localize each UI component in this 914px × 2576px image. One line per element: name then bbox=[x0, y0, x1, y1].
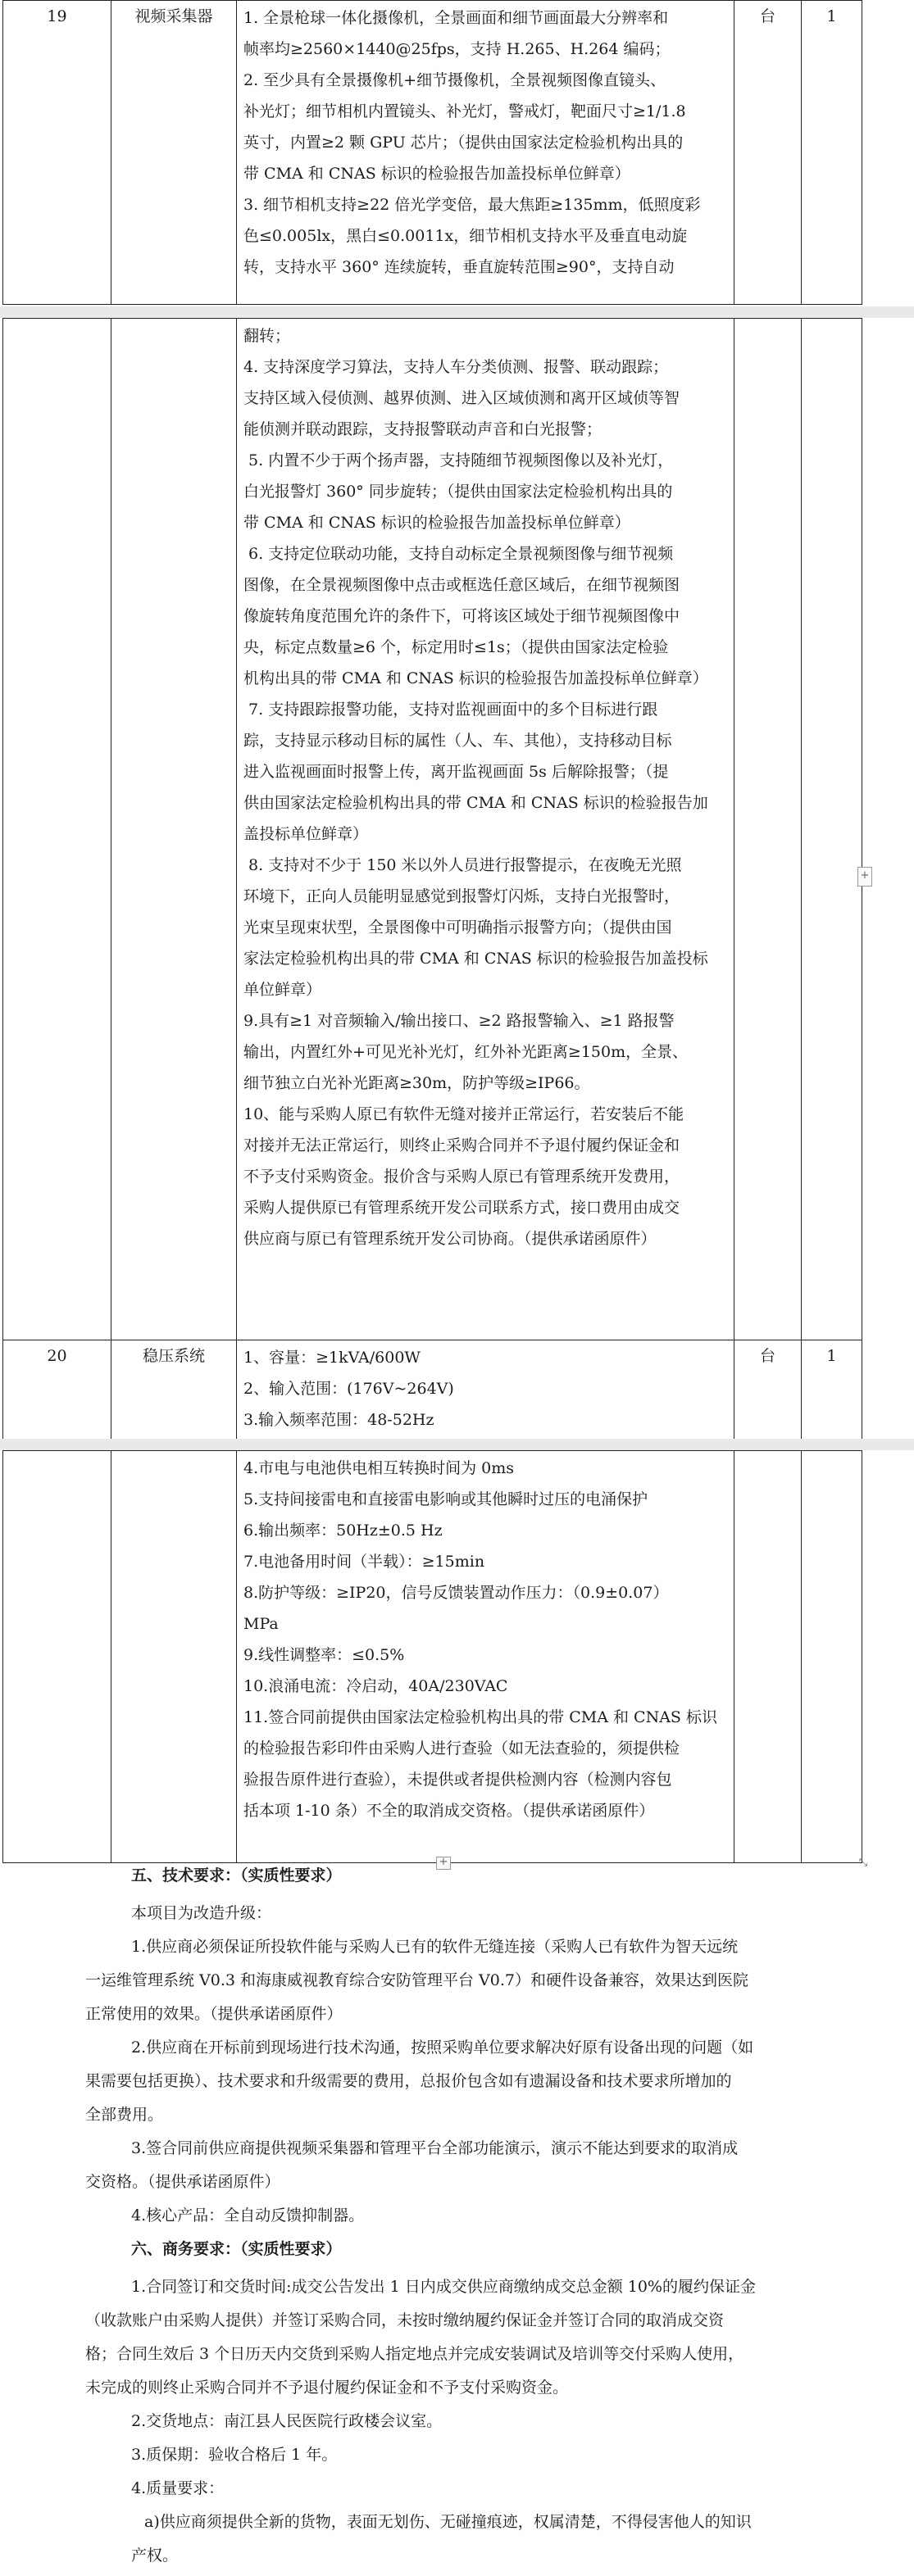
requirement-line: 8.防护等级：≥IP20，信号反馈装置动作压力：（0.9±0.07） bbox=[243, 1584, 669, 1602]
requirement-line: 8. 支持对不少于 150 米以外人员进行报警提示，在夜晚无光照 bbox=[243, 856, 682, 874]
requirement-line: 细节独立白光补光距离≥30m，防护等级≥IP66。 bbox=[243, 1074, 590, 1092]
section-heading: 五、技术要求：（实质性要求） bbox=[131, 1866, 342, 1884]
add-row-handle[interactable]: + bbox=[857, 867, 872, 887]
requirement-line: 5.支持间接雷电和直接雷电影响或其他瞬时过压的电涌保护 bbox=[243, 1490, 648, 1508]
paragraph-line: 4.质量要求： bbox=[131, 2479, 225, 2497]
requirement-line: 4. 支持深度学习算法，支持人车分类侦测、报警、联动跟踪； bbox=[243, 358, 669, 376]
requirement-line: 补光灯；细节相机内置镜头、补光灯，警戒灯，靶面尺寸≥1/1.8 bbox=[243, 102, 686, 120]
item-requirements bbox=[237, 1, 734, 305]
requirement-line: 像旋转角度范围允许的条件下，可将该区域处于细节视频图像中 bbox=[243, 607, 680, 625]
requirement-line: 2. 至少具有全景摄像机+细节摄像机，全景视频图像直镜头、 bbox=[243, 71, 666, 89]
paragraph-line: 一运维管理系统 V0.3 和海康威视教育综合安防管理平台 V0.7）和硬件设备兼容，效果达到医院 bbox=[85, 1971, 748, 1989]
item-requirements bbox=[237, 1451, 734, 1863]
item-requirements bbox=[237, 1340, 734, 1440]
requirement-line: 光束呈现束状型，全景图像中可明确指示报警方向；（提供由国 bbox=[243, 918, 672, 937]
section-heading: 六、商务要求：（实质性要求） bbox=[131, 2240, 342, 2258]
requirement-line: 白光报警灯 360° 同步旋转；（提供由国家法定检验机构出具的 bbox=[243, 483, 673, 501]
item-number: 20 bbox=[3, 1340, 111, 1440]
requirement-line: 供应商与原已有管理系统开发公司协商。（提供承诺函原件） bbox=[243, 1230, 657, 1248]
item-name: 视频采集器 bbox=[111, 1, 237, 305]
requirement-line: 踪，支持显示移动目标的属性（人、车、其他），支持移动目标 bbox=[243, 732, 672, 750]
requirement-line: 带 CMA 和 CNAS 标识的检验报告加盖投标单位鲜章） bbox=[243, 514, 630, 532]
item-requirements bbox=[237, 319, 734, 1340]
requirement-line: 11.签合同前提供由国家法定检验机构出具的带 CMA 和 CNAS 标识 bbox=[243, 1708, 717, 1726]
requirement-line: 1. 全景枪球一体化摄像机，全景画面和细节画面最大分辨率和 bbox=[243, 9, 669, 27]
requirement-line: 家法定检验机构出具的带 CMA 和 CNAS 标识的检验报告加盖投标 bbox=[243, 950, 708, 968]
paragraph-line: 产权。 bbox=[131, 2547, 179, 2565]
requirement-line: 能侦测并联动跟踪，支持报警联动声音和白光报警； bbox=[243, 420, 603, 438]
paragraph-line: 未完成的则终止采购合同并不予退付履约保证金和不予支付采购资金。 bbox=[85, 2379, 569, 2397]
spec-table-page-2 bbox=[2, 318, 862, 1440]
requirement-line: 不予支付采购资金。报价含与采购人原已有管理系统开发费用， bbox=[243, 1168, 680, 1186]
requirement-line: 色≤0.005lx，黑白≤0.0011x，细节相机支持水平及垂直电动旋 bbox=[243, 227, 688, 245]
paragraph-line: 全部费用。 bbox=[85, 2106, 164, 2124]
requirement-line: 4.市电与电池供电相互转换时间为 0ms bbox=[243, 1459, 515, 1477]
page-gap bbox=[0, 306, 914, 318]
spec-table-page-3 bbox=[2, 1450, 862, 1863]
item-unit-cont bbox=[734, 319, 802, 1340]
table-row bbox=[3, 1340, 862, 1440]
paragraph-line: 1.合同签订和交货时间:成交公告发出 1 日内成交供应商缴纳成交总金额 10%的履约保证金 bbox=[131, 2278, 756, 2296]
requirement-line: 进入监视画面时报警上传，离开监视画面 5s 后解除报警；（提 bbox=[243, 763, 669, 781]
requirement-line: 的检验报告彩印件由采购人进行查验（如无法查验的，须提供检 bbox=[243, 1739, 680, 1757]
requirement-line: 7.电池备用时间（半载）：≥15min bbox=[243, 1553, 485, 1571]
spec-table-page-1 bbox=[2, 0, 862, 305]
paragraph-line: 3.签合同前供应商提供视频采集器和管理平台全部功能演示，演示不能达到要求的取消成 bbox=[131, 2139, 739, 2157]
table-row bbox=[3, 1, 862, 305]
paragraph-line: 1.供应商必须保证所投软件能与采购人已有的软件无缝连接（采购人已有软件为智天远统 bbox=[131, 1938, 739, 1956]
requirement-line: 单位鲜章） bbox=[243, 981, 322, 999]
requirement-line: 3.输入频率范围：48-52Hz bbox=[243, 1411, 434, 1429]
requirement-line: 央，标定点数量≥6 个，标定用时≤1s；（提供由国家法定检验 bbox=[243, 638, 669, 656]
requirement-line: 英寸，内置≥2 颗 GPU 芯片；（提供由国家法定检验机构出具的 bbox=[243, 134, 684, 152]
requirement-line: 输出，内置红外+可见光补光灯，红外补光距离≥150m，全景、 bbox=[243, 1043, 689, 1061]
item-unit: 台 bbox=[734, 1340, 802, 1440]
requirement-line: 对接并无法正常运行，则终止采购合同并不予退付履约保证金和 bbox=[243, 1136, 680, 1154]
requirement-line: 供由国家法定检验机构出具的带 CMA 和 CNAS 标识的检验报告加 bbox=[243, 794, 708, 812]
requirement-line: 5. 内置不少于两个扬声器，支持随细节视频图像以及补光灯， bbox=[243, 451, 674, 469]
paragraph-line: 格；合同生效后 3 个日历天内交货到采购人指定地点并完成安装调试及培训等交付采购人使用， bbox=[85, 2345, 744, 2363]
requirement-line: 带 CMA 和 CNAS 标识的检验报告加盖投标单位鲜章） bbox=[243, 165, 630, 183]
item-number-cont bbox=[3, 319, 111, 1340]
table-row bbox=[3, 1451, 862, 1863]
requirement-line: 采购人提供原已有管理系统开发公司联系方式，接口费用由成交 bbox=[243, 1199, 680, 1217]
table-row bbox=[3, 319, 862, 1340]
paragraph-line: 果需要包括更换）、技术要求和升级需要的费用，总报价包含如有遗漏设备和技术要求所增加的 bbox=[85, 2072, 732, 2090]
requirement-line: 转，支持水平 360° 连续旋转，垂直旋转范围≥90°，支持自动 bbox=[243, 258, 675, 276]
paragraph-line: 2.供应商在开标前到现场进行技术沟通，按照采购单位要求解决好原有设备出现的问题（如 bbox=[131, 2039, 754, 2057]
requirement-line: 9.具有≥1 对音频输入/输出接口、≥2 路报警输入、≥1 路报警 bbox=[243, 1012, 675, 1030]
requirement-line: 盖投标单位鲜章） bbox=[243, 825, 369, 843]
requirement-line: 验报告原件进行查验），未提供或者提供检测内容（检测内容包 bbox=[243, 1771, 672, 1789]
item-name-cont bbox=[111, 319, 237, 1340]
requirement-line: 括本项 1-10 条）不全的取消成交资格。（提供承诺函原件） bbox=[243, 1802, 655, 1820]
requirement-line: 10.浪涌电流：冷启动，40A/230VAC bbox=[243, 1677, 508, 1695]
item-name-cont bbox=[111, 1451, 237, 1863]
requirement-line: 6. 支持定位联动功能，支持自动标定全景视频图像与细节视频 bbox=[243, 545, 674, 563]
requirement-line: 9.线性调整率：≤0.5% bbox=[243, 1646, 405, 1664]
requirement-line: 机构出具的带 CMA 和 CNAS 标识的检验报告加盖投标单位鲜章） bbox=[243, 669, 708, 687]
item-unit: 台 bbox=[734, 1, 802, 305]
item-quantity-cont bbox=[802, 1451, 862, 1863]
item-number-cont bbox=[3, 1451, 111, 1863]
requirement-line: 翻转； bbox=[243, 327, 291, 345]
requirement-line: 6.输出频率：50Hz±0.5 Hz bbox=[243, 1522, 443, 1540]
paragraph-line: 4.核心产品：全自动反馈抑制器。 bbox=[131, 2206, 365, 2225]
paragraph-line: 本项目为改造升级： bbox=[131, 1904, 272, 1922]
requirement-line: 1、容量：≥1kVA/600W bbox=[243, 1349, 421, 1367]
item-quantity-cont bbox=[802, 319, 862, 1340]
requirement-line: 图像，在全景视频图像中点击或框选任意区域后，在细节视频图 bbox=[243, 576, 680, 594]
requirement-line: 环境下，正向人员能明显感觉到报警灯闪烁，支持白光报警时， bbox=[243, 887, 680, 905]
paragraph-line: 3.质保期：验收合格后 1 年。 bbox=[131, 2446, 338, 2464]
paragraph-line: 正常使用的效果。（提供承诺函原件） bbox=[85, 2005, 343, 2023]
paragraph-line: （收款账户由采购人提供）并签订采购合同，未按时缴纳履约保证金并签订合同的取消成交资 bbox=[85, 2311, 725, 2329]
requirement-line: 支持区域入侵侦测、越界侦测、进入区域侦测和离开区域侦等智 bbox=[243, 389, 680, 407]
table-resize-handle[interactable]: ⤡ bbox=[858, 1857, 868, 1869]
requirement-line: MPa bbox=[243, 1615, 279, 1633]
item-unit-cont bbox=[734, 1451, 802, 1863]
page-gap bbox=[0, 1439, 914, 1450]
add-row-handle[interactable]: + bbox=[436, 1857, 451, 1870]
requirement-line: 2、输入范围：(176V~264V) bbox=[243, 1380, 454, 1398]
item-name: 稳压系统 bbox=[111, 1340, 237, 1440]
paragraph-line: a)供应商须提供全新的货物，表面无划伤、无碰撞痕迹，权属清楚，不得侵害他人的知识 bbox=[144, 2513, 752, 2531]
requirement-line: 7. 支持跟踪报警功能，支持对监视画面中的多个目标进行跟 bbox=[243, 701, 658, 719]
paragraph-line: 2.交货地点：南江县人民医院行政楼会议室。 bbox=[131, 2412, 443, 2430]
paragraph-line: 交资格。（提供承诺函原件） bbox=[85, 2173, 280, 2191]
requirement-line: 10、能与采购人原已有软件无缝对接并正常运行，若安装后不能 bbox=[243, 1105, 684, 1123]
item-quantity: 1 bbox=[802, 1340, 862, 1440]
item-number: 19 bbox=[3, 1, 111, 305]
item-quantity: 1 bbox=[802, 1, 862, 305]
requirement-line: 帧率均≥2560×1440@25fps，支持 H.265、H.264 编码； bbox=[243, 40, 671, 58]
requirement-line: 3. 细节相机支持≥22 倍光学变倍，最大焦距≥135mm，低照度彩 bbox=[243, 196, 701, 214]
